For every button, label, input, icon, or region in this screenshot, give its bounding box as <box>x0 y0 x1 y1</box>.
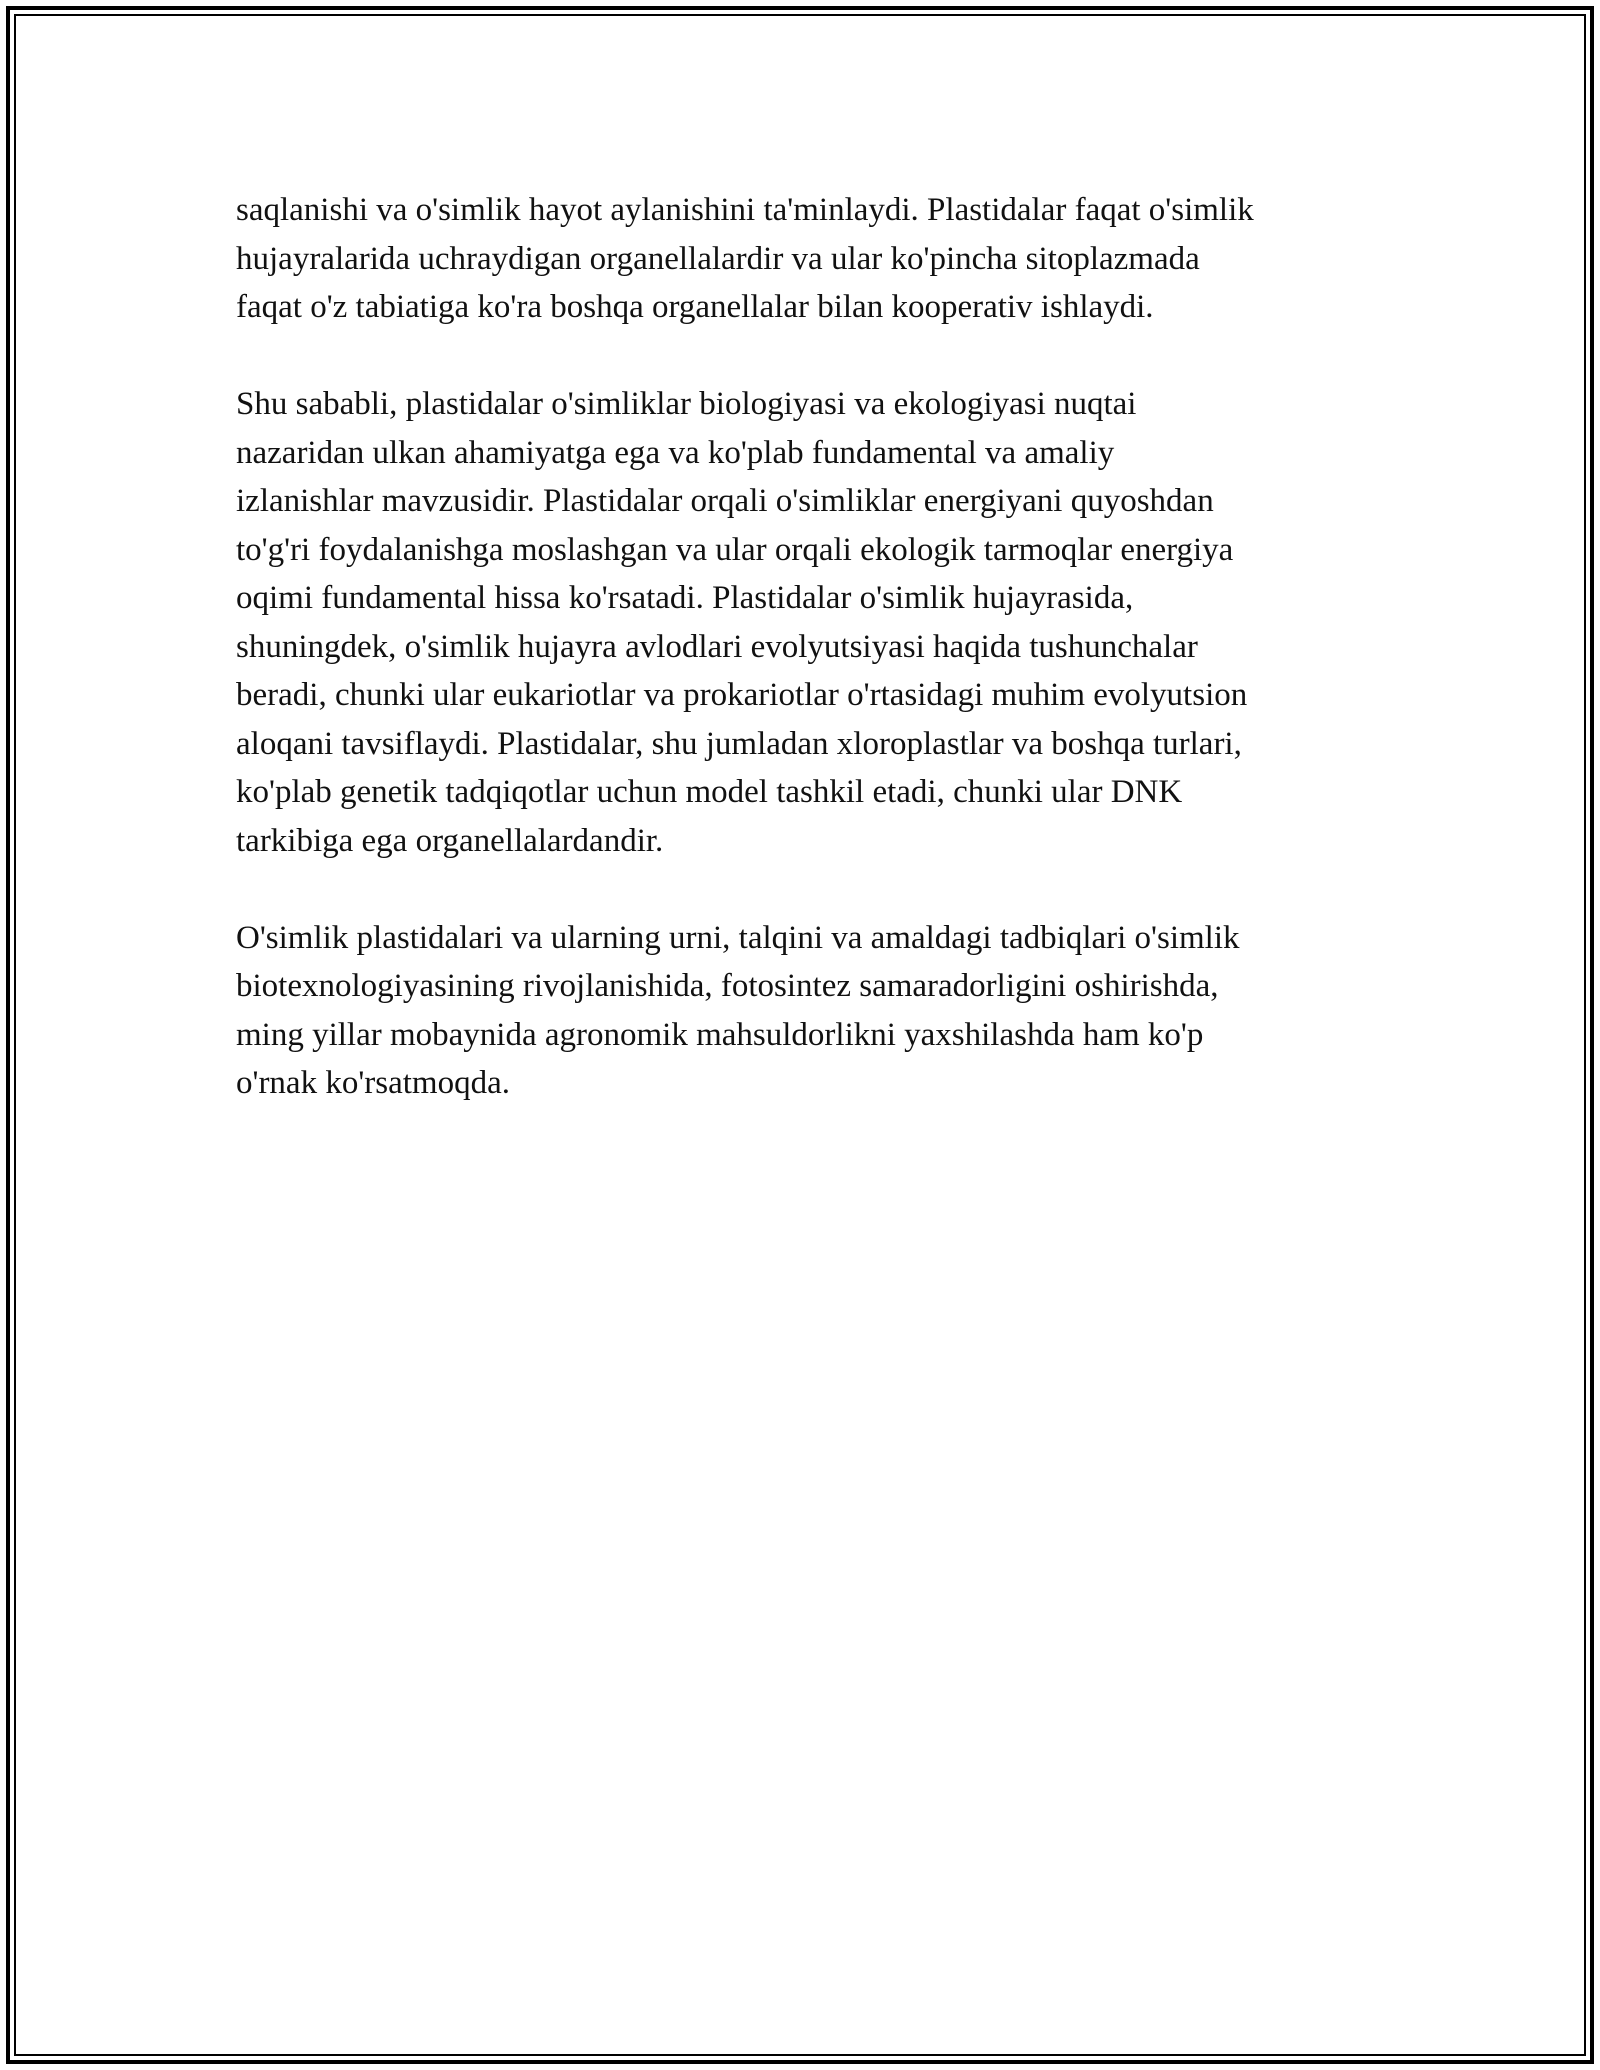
text-line: beradi, chunki ular eukariotlar va prokariotlar o'rtasidagi muhim evolyutsion <box>236 677 1248 713</box>
paragraph-1 <box>236 186 1386 332</box>
text-line: to'g'ri foydalanishga moslashgan va ular orqali ekologik tarmoqlar energiya <box>236 531 1234 568</box>
text-line: aloqani tavsiflaydi. Plastidalar, shu jumladan xloroplastlar va boshqa turlari, <box>236 725 1242 762</box>
text-line: ko'plab genetik tadqiqotlar uchun model tashkil etadi, chunki ular DNK <box>236 774 1183 810</box>
text-line: Shu sababli, plastidalar o'simliklar biologiyasi va ekologiyasi nuqtai <box>236 386 1137 422</box>
text-line: tarkibiga ega organellalardandir. <box>236 822 664 859</box>
paragraph-2 <box>236 380 1386 865</box>
text-line: o'rnak ko'rsatmoqda. <box>236 1065 510 1101</box>
paragraph-3 <box>236 914 1386 1108</box>
text-line: saqlanishi va o'simlik hayot aylanishini ta'minlaydi. Plastidalar faqat o'simlik <box>236 192 1254 228</box>
document-body <box>236 186 1386 1108</box>
text-line: biotexnologiyasining rivojlanishida, fotosintez samaradorligini oshirishda, <box>236 968 1219 1004</box>
text-line: nazaridan ulkan ahamiyatga ega va ko'plab fundamental va amaliy <box>236 434 1115 471</box>
text-line: hujayralarida uchraydigan organellalardir va ular ko'pincha sitoplazmada <box>236 240 1200 277</box>
text-line: izlanishlar mavzusidir. Plastidalar orqali o'simliklar energiyani quyoshdan <box>236 483 1214 519</box>
text-line: O'simlik plastidalari va ularning urni, talqini va amaldagi tadbiqlari o'simlik <box>236 919 1240 956</box>
text-line: shuningdek, o'simlik hujayra avlodlari evolyutsiyasi haqida tushunchalar <box>236 628 1198 665</box>
text-line: faqat o'z tabiatiga ko'ra boshqa organellalar bilan kooperativ ishlaydi. <box>236 289 1154 325</box>
text-line: oqimi fundamental hissa ko'rsatadi. Plastidalar o'simlik hujayrasida, <box>236 580 1134 616</box>
text-line: ming yillar mobaynida agronomik mahsuldorlikni yaxshilashda ham ko'p <box>236 1016 1204 1053</box>
